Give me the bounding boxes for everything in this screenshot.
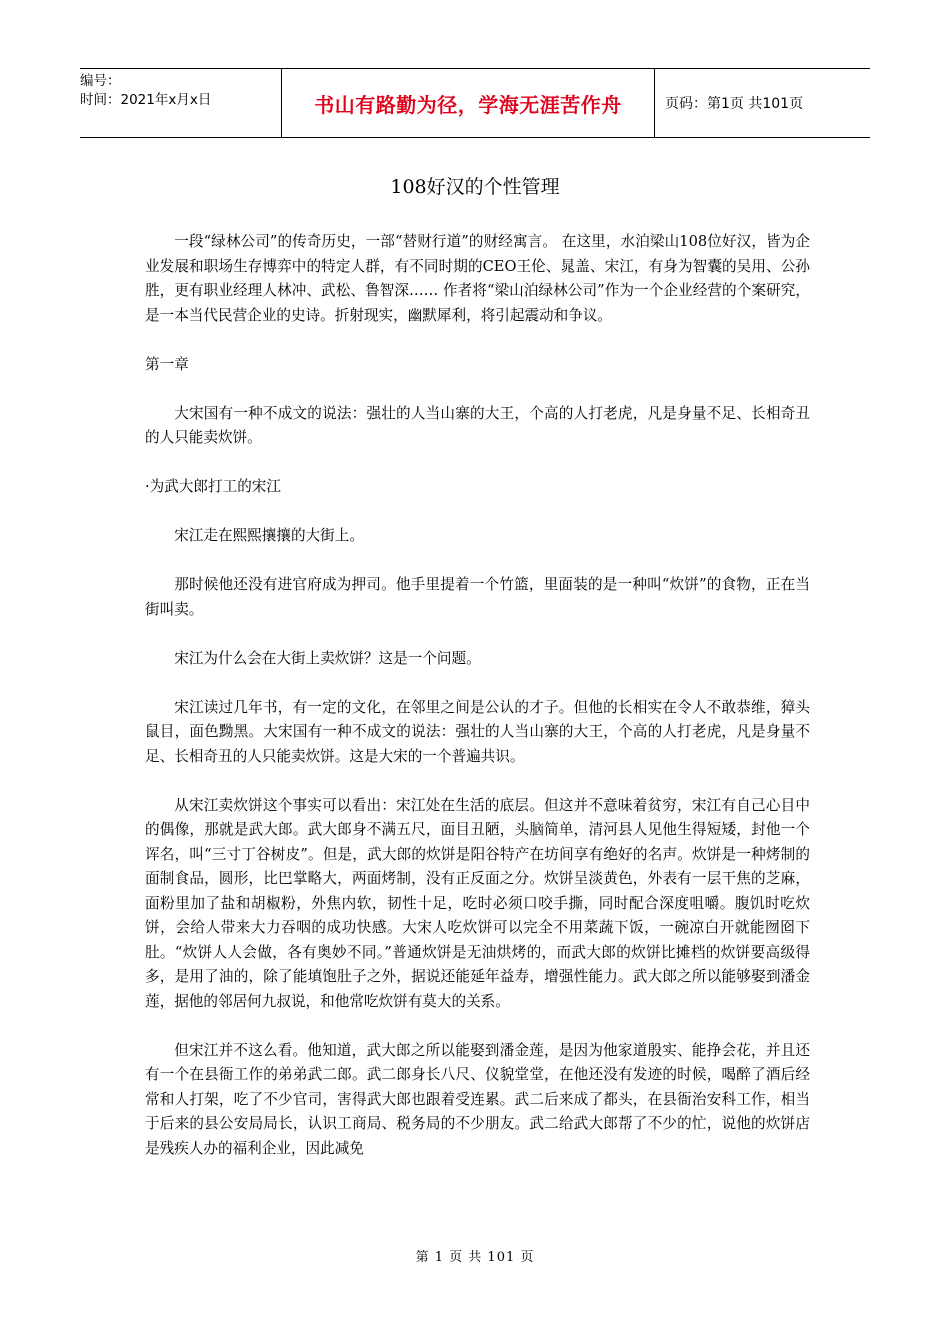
section-heading: ·为武大郎打工的宋江 [145, 478, 281, 495]
body-paragraph: 宋江走在熙熙攘攘的大街上。 [174, 527, 364, 544]
document-number-label: 编号： [80, 73, 121, 89]
document-title: 108好汉的个性管理 [390, 176, 560, 198]
chapter-heading: 第一章 [145, 355, 189, 373]
body-paragraph: 大宋国有一种不成文的说法：强壮的人当山寨的大王，个高的人打老虎，凡是身量不足、长相奇丑的人只能卖炊饼。 [145, 404, 810, 446]
document-date: 时间：2021年x月x日 [80, 92, 212, 108]
page-header [80, 68, 870, 138]
header-motto: 书山有路勤为径，学海无涯苦作舟 [314, 92, 622, 117]
body-paragraph: 宋江为什么会在大街上卖炊饼？这是一个问题。 [174, 649, 481, 667]
body-paragraph: 那时候他还没有进官府成为押司。他手里提着一个竹篮，里面装的是一种叫“炊饼”的食物，正在当街叫卖。 [145, 576, 810, 618]
document-body [145, 230, 810, 1186]
header-divider [654, 69, 655, 137]
page-footer: 第 1 页 共 101 页 [415, 1250, 535, 1265]
header-meta [80, 69, 280, 137]
body-paragraph: 但宋江并不这么看。他知道，武大郎之所以能娶到潘金莲，是因为他家道殷实、能挣会花，并且还有一个在县衙工作的弟弟武二郎。武二郎身长八尺、仪貌堂堂，在他还没有发迹的时候，喝醉了酒后经常和人打架，吃了不少官司，害得武大郎也跟着受连累。武二后来成了都头，在县衙治安科工作，相当于后来的县公安局局长，认识工商局、税务局的不少朋友。武二给武大郎帮了不少的忙，说他的炊饼店是残疾人办的福利企业，因此减免 [145, 1041, 810, 1157]
body-paragraph: 从宋江卖炊饼这个事实可以看出：宋江处在生活的底层。但这并不意味着贫穷，宋江有自己心目中的偶像，那就是武大郎。武大郎身不满五尺，面目丑陋，头脑简单，清河县人见他生得短矮，封他一个诨名，叫“三寸丁谷树皮”。但是，武大郎的炊饼是阳谷特产在坊间享有绝好的名声。炊饼是一种烤制的面制食品，圆形，比巴掌略大，两面烤制，没有正反面之分。炊饼呈淡黄色，外表有一层干焦的芝麻，面粉里加了盐和胡椒粉，外焦内软，韧性十足，吃时必须口咬手撕，同时配合深度咀嚼。腹饥时吃炊饼，会给人带来大力吞咽的成功快感。大宋人吃炊饼可以完全不用菜蔬下饭，一碗凉白开就能囫囵下肚。“炊饼人人会做，各有奥妙不同。”普通炊饼是无油烘烤的，而武大郎的炊饼比摊档的炊饼要高级得多，是用了油的，除了能填饱肚子之外，据说还能延年益寿，增强性能力。武大郎之所以能够娶到潘金莲，据他的邻居何九叔说，和他常吃炊饼有莫大的关系。 [145, 796, 810, 1010]
intro-paragraph: 一段“绿林公司”的传奇历史，一部“替财行道”的财经寓言。 在这里，水泊梁山108位好汉，皆为企业发展和职场生存博弈中的特定人群，有不同时期的CEO王伦、晁盖、宋江，有身为智囊的吴用、公孙胜，更有职业经理人林冲、武松、鲁智深…… 作者将“梁山泊绿林公司”作为一个企业经营的个案研究，是一本当代民营企业的史诗。折射现实，幽默犀利，将引起震动和争议。 [145, 233, 810, 324]
header-page-info: 页码：第1页 共101页 [665, 96, 804, 112]
body-paragraph: 宋江读过几年书，有一定的文化，在邻里之间是公认的才子。但他的长相实在令人不敢恭维，獐头鼠目，面色黝黑。大宋国有一种不成文的说法：强壮的人当山寨的大王，个高的人打老虎，凡是身量不足、长相奇丑的人只能卖炊饼。这是大宋的一个普遍共识。 [145, 698, 810, 765]
